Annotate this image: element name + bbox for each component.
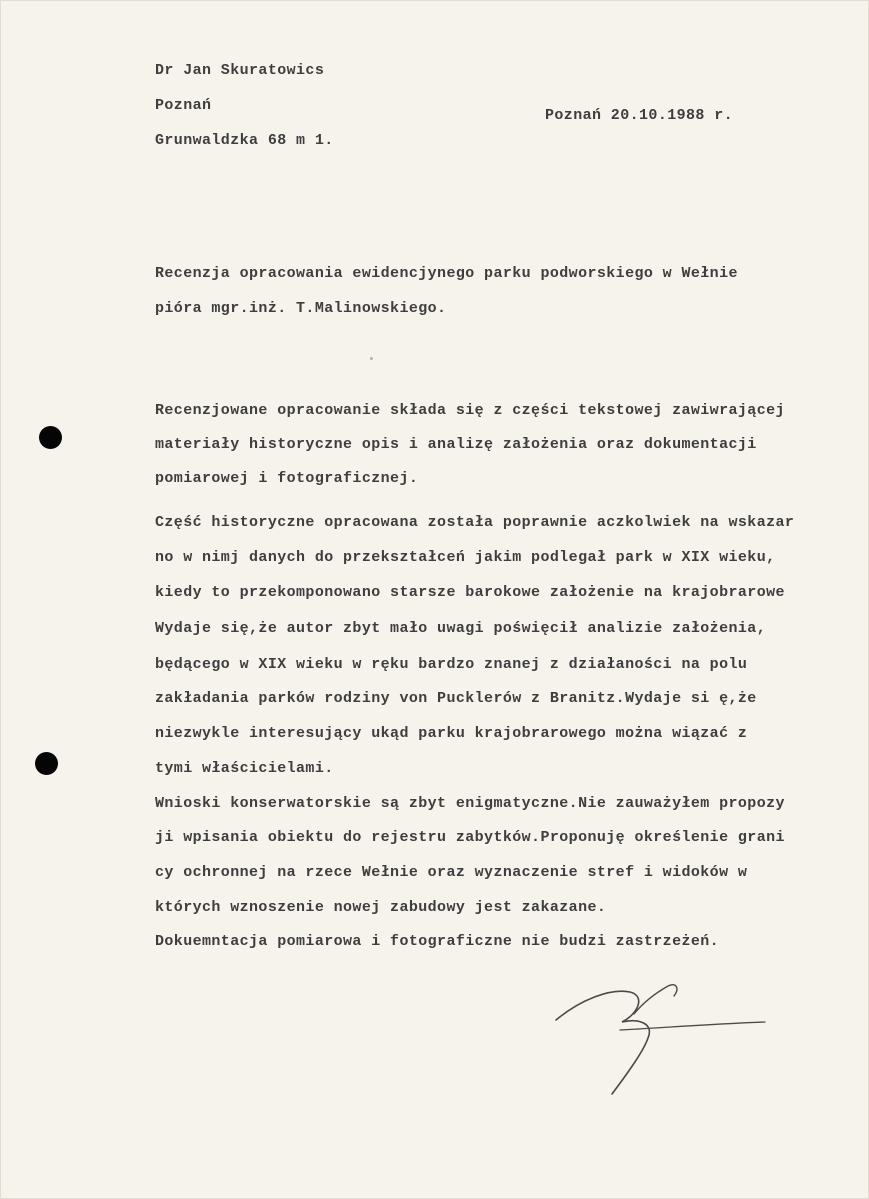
body-line: będącego w XIX wieku w ręku bardzo znanej z działaności na polu bbox=[155, 656, 748, 673]
letter-date: Poznań 20.10.1988 r. bbox=[545, 107, 734, 124]
body-line: zakładania parków rodziny von Pucklerów z Branitz.Wydaje si ę,że bbox=[155, 690, 757, 707]
body-line: tymi właścicielami. bbox=[155, 760, 334, 777]
body-line: materiały historyczne opis i analizę założenia oraz dokumentacji bbox=[155, 436, 757, 453]
handwritten-signature bbox=[550, 978, 775, 1098]
body-line: Część historyczne opracowana została poprawnie aczkolwiek na wskazar bbox=[155, 514, 795, 531]
body-line: cy ochronnej na rzece Wełnie oraz wyznaczenie stref i widoków w bbox=[155, 864, 748, 881]
body-line: Wnioski konserwatorskie są zbyt enigmatyczne.Nie zauważyłem propozy bbox=[155, 795, 785, 812]
binder-hole-top bbox=[39, 426, 62, 449]
body-line: Recenzjowane opracowanie składa się z części tekstowej zawiwrającej bbox=[155, 402, 785, 419]
body-line: Wydaje się,że autor zbyt mało uwagi poświęcił analizie założenia, bbox=[155, 620, 767, 637]
body-line: których wznoszenie nowej zabudowy jest zakazane. bbox=[155, 899, 607, 916]
author-city: Poznań bbox=[155, 97, 212, 114]
body-line: kiedy to przekomponowano starsze barokowe założenie na krajobrarowe bbox=[155, 584, 785, 601]
subject-line: Recenzja opracowania ewidencjynego parku podworskiego w Wełnie bbox=[155, 265, 738, 282]
body-line: no w nimj danych do przekształceń jakim podlegał park w XIX wieku, bbox=[155, 549, 776, 566]
binder-hole-bottom bbox=[35, 752, 58, 775]
body-line: pomiarowej i fotograficznej. bbox=[155, 470, 419, 487]
body-line: niezwykle interesujący ukąd parku krajobrarowego można wiązać z bbox=[155, 725, 748, 742]
body-line: Dokuemntacja pomiarowa i fotograficzne nie budzi zastrzeżeń. bbox=[155, 933, 720, 950]
body-line: ji wpisania obiektu do rejestru zabytków.Proponuję określenie grani bbox=[155, 829, 785, 846]
paper-speck bbox=[370, 357, 373, 360]
author-address: Grunwaldzka 68 m 1. bbox=[155, 132, 334, 149]
author-name: Dr Jan Skuratowics bbox=[155, 62, 325, 79]
subject-line: pióra mgr.inż. T.Malinowskiego. bbox=[155, 300, 447, 317]
